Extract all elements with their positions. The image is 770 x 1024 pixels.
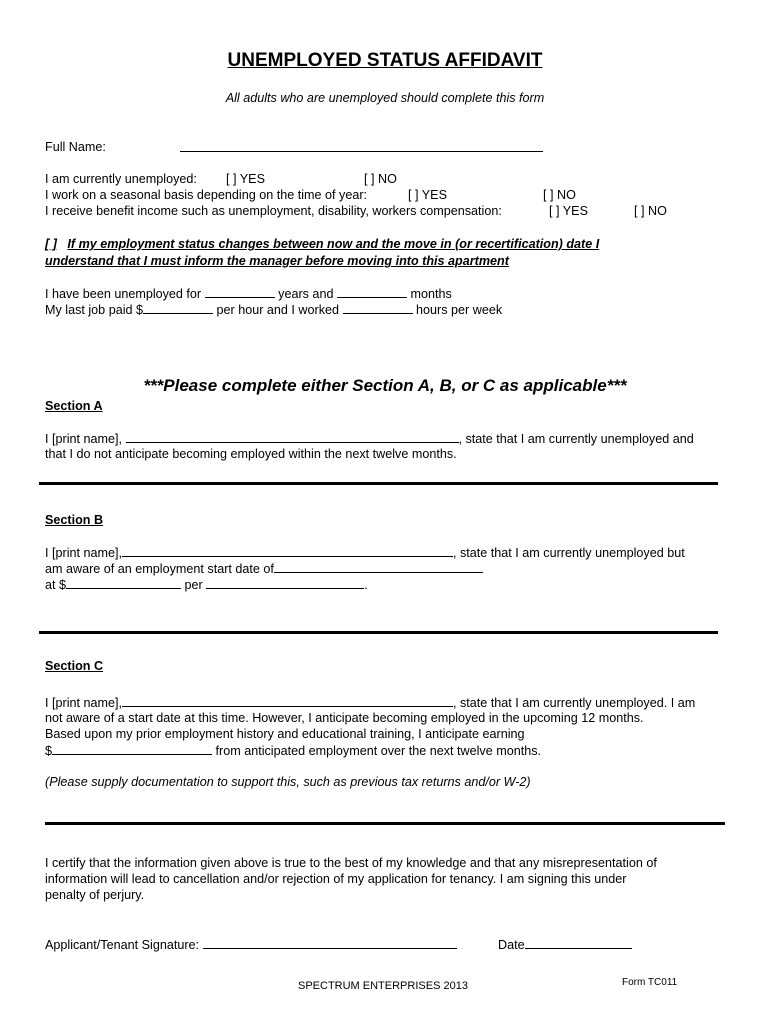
- section-b-prefix: I [print name],: [45, 546, 122, 560]
- hours-field[interactable]: [343, 301, 413, 314]
- amount-field[interactable]: [66, 576, 181, 589]
- documentation-note: (Please supply documentation to support this, such as previous tax returns and/or W-2): [45, 775, 531, 789]
- section-b-name-field[interactable]: [122, 544, 453, 557]
- signature-line: [45, 936, 457, 953]
- date-label: Date: [498, 938, 525, 952]
- section-a-name-field[interactable]: [126, 430, 459, 443]
- section-b-line-1: [45, 544, 685, 561]
- section-b-heading: Section B: [45, 513, 104, 527]
- per-period-field[interactable]: [206, 576, 364, 589]
- notice-checkbox[interactable]: [ ]: [45, 237, 57, 251]
- date-field[interactable]: [525, 936, 632, 949]
- section-c-amount-prefix: $: [45, 744, 53, 758]
- section-instruction: ***Please complete either Section A, B, or C as applicable***: [143, 376, 627, 395]
- section-b-period: .: [364, 578, 368, 592]
- section-c-line-4: [45, 742, 541, 759]
- section-a-heading: Section A: [45, 399, 103, 413]
- section-divider: [45, 822, 725, 825]
- section-b-start-label: am aware of an employment start date of: [45, 562, 274, 576]
- certification-line-2: information will lead to cancellation and/or rejection of my application for tenancy. I am signing this under: [45, 872, 627, 886]
- section-c-prefix: I [print name],: [45, 696, 122, 710]
- section-a-suffix: , state that I am currently unemployed and: [458, 432, 694, 446]
- unemployed-question: I am currently unemployed:: [45, 172, 197, 186]
- unemployed-yes-checkbox[interactable]: [ ] YES: [226, 172, 265, 186]
- section-c-line-2: not aware of a start date at this time. However, I anticipate becoming employed in the upcoming 12 months.: [45, 711, 644, 725]
- section-c-suffix: , state that I am currently unemployed. I am: [453, 696, 696, 710]
- section-a-line-2: that I do not anticipate becoming employed within the next twelve months.: [45, 447, 457, 461]
- section-a-line-1: [45, 430, 694, 447]
- duration-prefix: I have been unemployed for: [45, 287, 202, 301]
- page-subtitle: All adults who are unemployed should complete this form: [225, 91, 545, 105]
- full-name-field[interactable]: [180, 139, 543, 156]
- notice-line-2: understand that I must inform the manager before moving into this apartment: [45, 254, 509, 268]
- section-c-name-field[interactable]: [122, 694, 453, 707]
- section-c-line-1: [45, 694, 695, 711]
- months-field[interactable]: [337, 285, 407, 298]
- years-field[interactable]: [205, 285, 275, 298]
- unemployed-duration-line: [45, 285, 452, 302]
- form-id: Form TC011: [622, 977, 678, 988]
- seasonal-question: I work on a seasonal basis depending on the time of year:: [45, 188, 368, 202]
- benefit-yes-checkbox[interactable]: [ ] YES: [549, 204, 588, 218]
- hours-label: hours per week: [416, 303, 503, 317]
- years-label: years and: [278, 287, 334, 301]
- section-b-suffix: , state that I am currently unemployed but: [453, 546, 685, 560]
- full-name-label: Full Name:: [45, 140, 106, 154]
- section-divider: [39, 631, 718, 634]
- section-divider: [39, 482, 718, 485]
- signature-label: Applicant/Tenant Signature:: [45, 938, 200, 952]
- section-c-amount-suffix: from anticipated employment over the next twelve months.: [215, 744, 542, 758]
- date-line: [498, 936, 632, 953]
- benefit-question: I receive benefit income such as unemployment, disability, workers compensation:: [45, 204, 502, 218]
- benefit-no-checkbox[interactable]: [ ] NO: [634, 204, 667, 218]
- start-date-field[interactable]: [274, 560, 483, 573]
- unemployed-no-checkbox[interactable]: [ ] NO: [364, 172, 397, 186]
- section-b-amount-prefix: at $: [45, 578, 67, 592]
- notice-text-1: If my employment status changes between now and the move in (or recertification) date I: [67, 237, 600, 251]
- certification-line-3: penalty of perjury.: [45, 888, 145, 902]
- last-job-prefix: My last job paid $: [45, 303, 144, 317]
- seasonal-no-checkbox[interactable]: [ ] NO: [543, 188, 576, 202]
- seasonal-yes-checkbox[interactable]: [ ] YES: [408, 188, 447, 202]
- page-title: UNEMPLOYED STATUS AFFIDAVIT: [227, 50, 543, 71]
- certification-line-1: I certify that the information given above is true to the best of my knowledge and that any misrepresentation of: [45, 856, 657, 870]
- signature-field[interactable]: [203, 936, 457, 949]
- footer-company: SPECTRUM ENTERPRISES 2013: [298, 980, 468, 992]
- per-hour-label: per hour and I worked: [216, 303, 340, 317]
- notice-line-1: [45, 236, 599, 252]
- months-label: months: [410, 287, 452, 301]
- anticipated-earning-field[interactable]: [52, 742, 212, 755]
- section-b-line-2: [45, 560, 483, 577]
- section-a-prefix: I [print name],: [45, 432, 122, 446]
- hourly-pay-field[interactable]: [143, 301, 213, 314]
- section-b-line-3: [45, 576, 368, 593]
- last-job-line: [45, 301, 502, 318]
- section-c-heading: Section C: [45, 659, 104, 673]
- section-c-line-3: Based upon my prior employment history and educational training, I anticipate earning: [45, 727, 525, 741]
- section-b-per-label: per: [184, 578, 203, 592]
